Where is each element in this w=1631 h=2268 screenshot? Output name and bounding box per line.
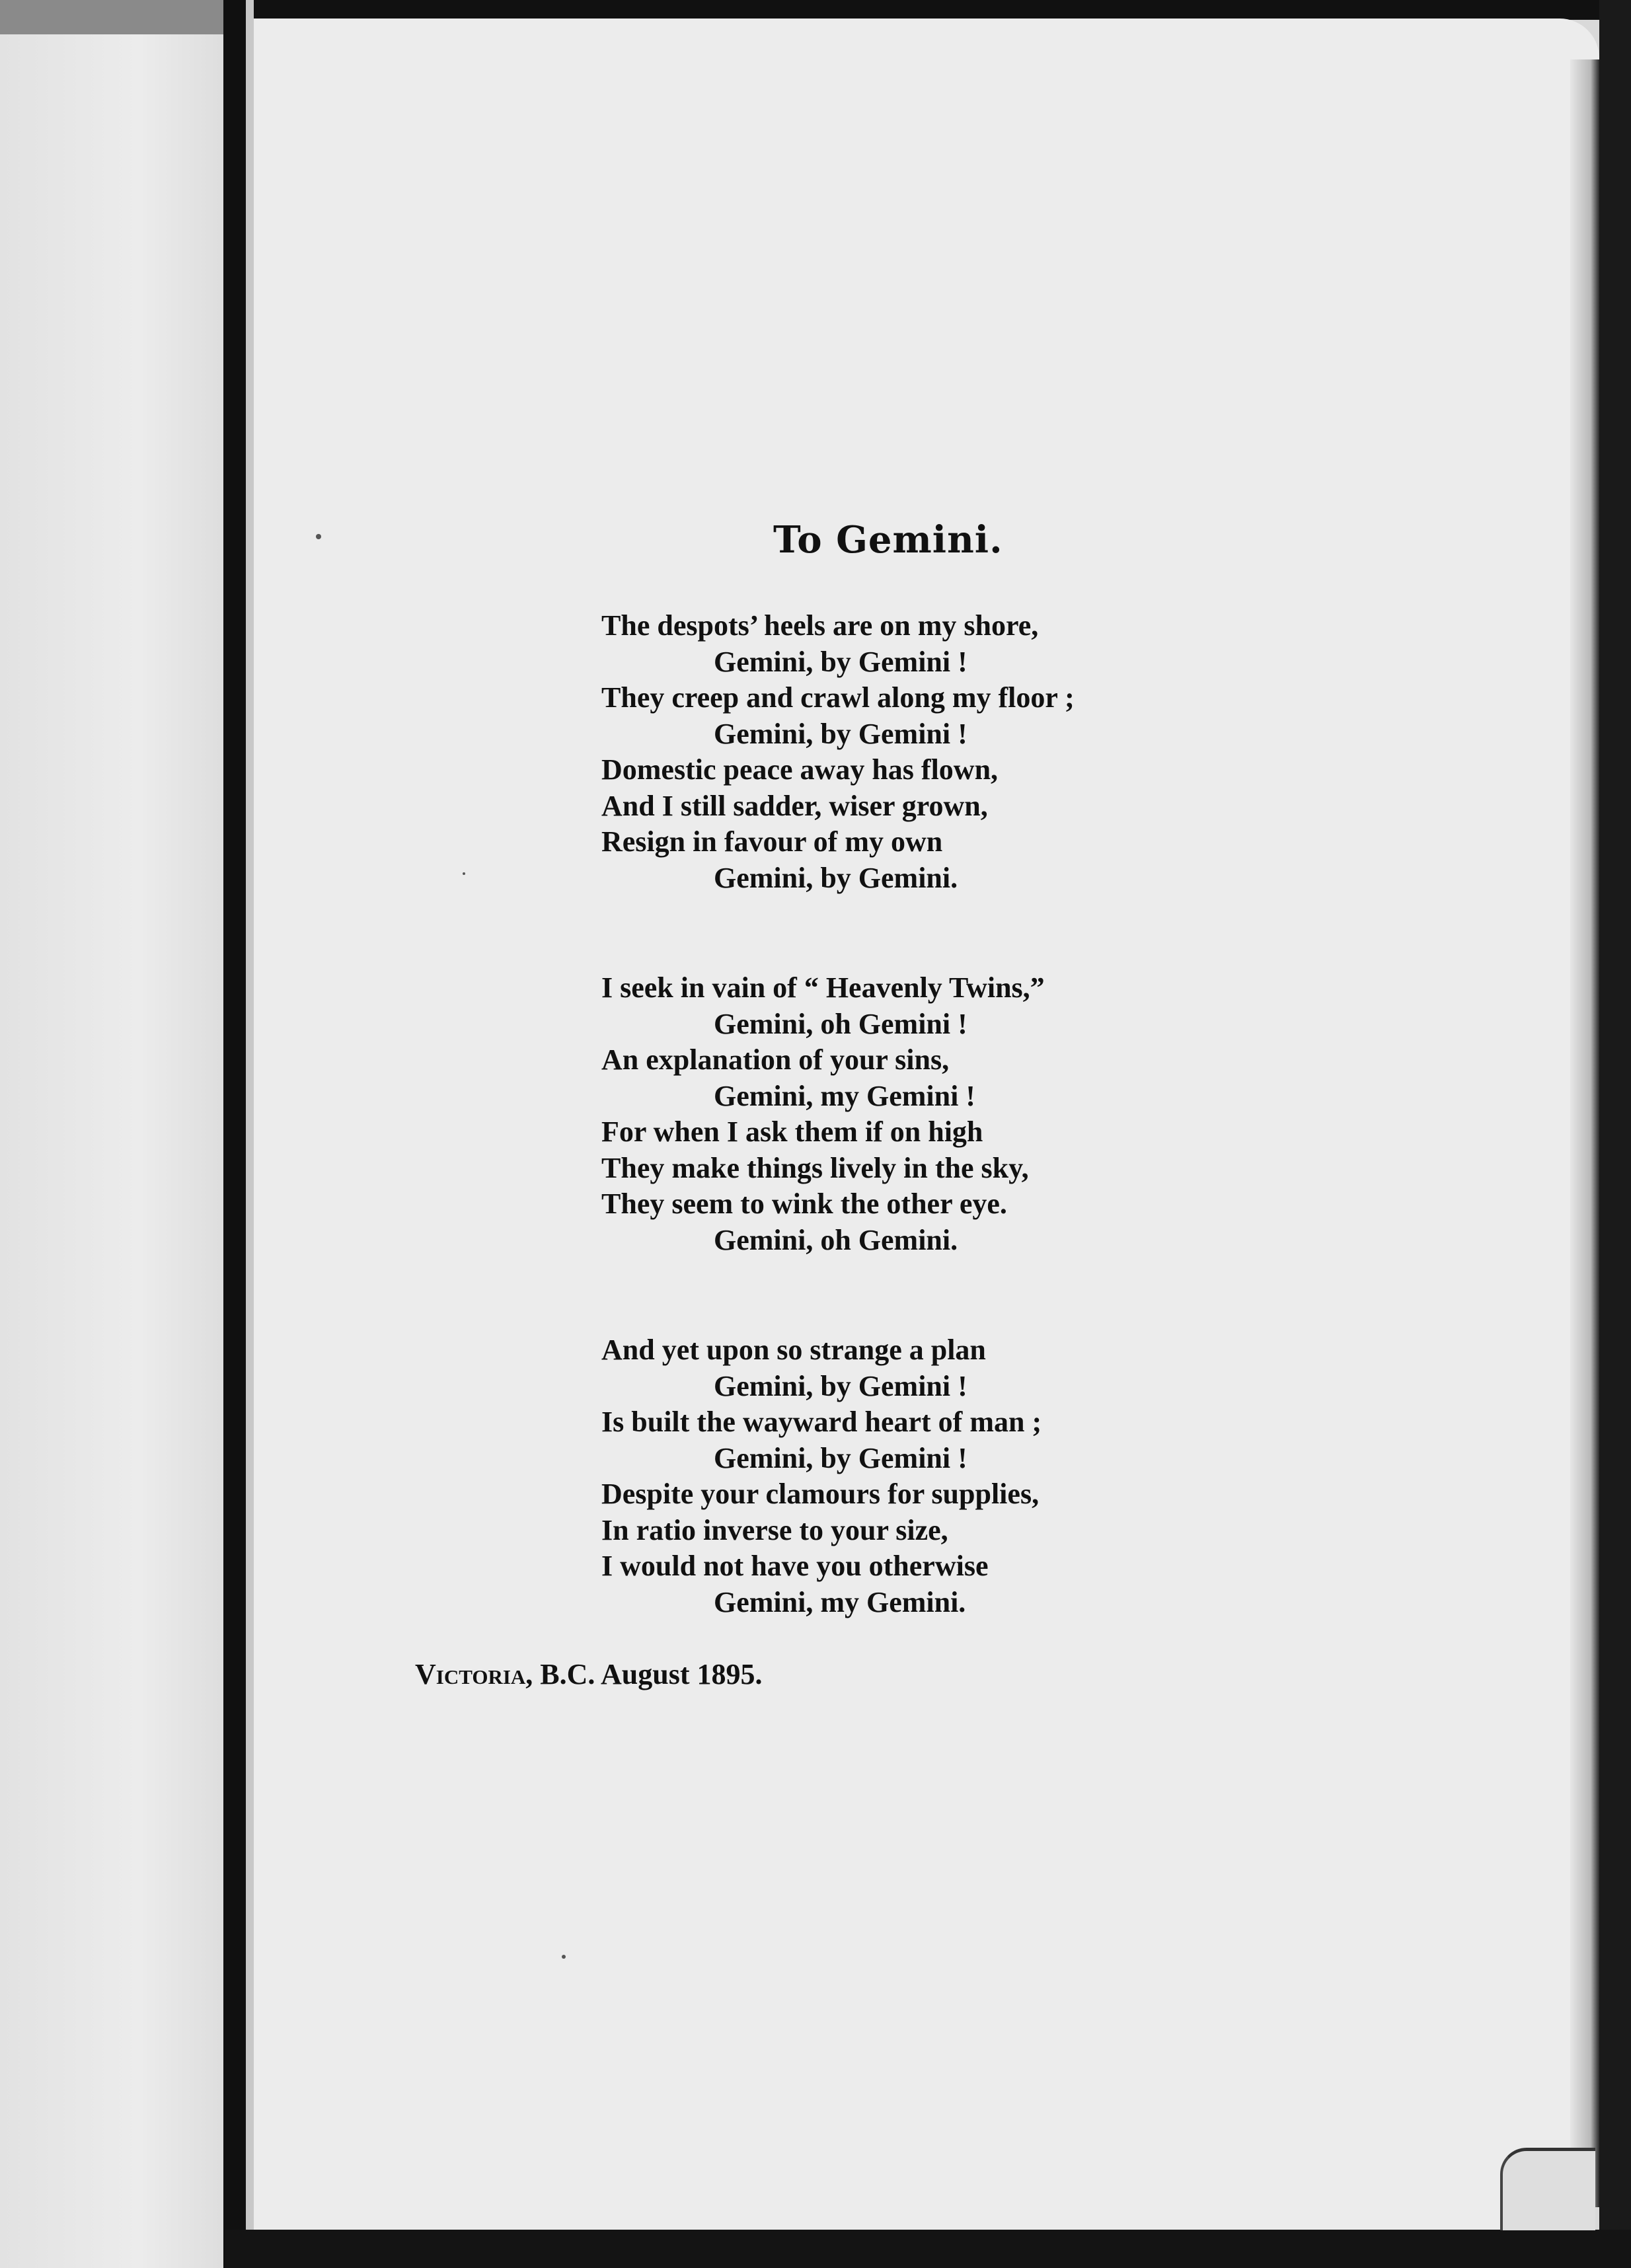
signoff <box>415 1657 762 1691</box>
poem-line: Is built the wayward heart of man ; <box>601 1406 1042 1438</box>
poem-line: Domestic peace away has flown, <box>601 753 999 786</box>
stanza <box>601 970 1513 1258</box>
refrain-line: Gemini, oh Gemini. <box>714 1223 958 1256</box>
refrain-line: Gemini, by Gemini ! <box>714 1369 967 1402</box>
right-border-shadow <box>1599 0 1631 2268</box>
facing-page <box>0 0 233 2268</box>
page-edge <box>1570 59 1599 2207</box>
poem-line: I would not have you otherwise <box>601 1550 989 1582</box>
poem-line: They seem to wink the other eye. <box>601 1188 1007 1220</box>
book-spine <box>223 0 246 2268</box>
scan-speck <box>463 872 465 875</box>
poem-line: For when I ask them if on high <box>601 1115 983 1148</box>
poem-line: The despots’ heels are on my shore, <box>601 609 1039 642</box>
poem-line: In ratio inverse to your size, <box>601 1513 948 1546</box>
refrain-line: Gemini, my Gemini ! <box>714 1079 975 1112</box>
poem-line: And yet upon so strange a plan <box>601 1334 986 1366</box>
page-corner-curl <box>1500 2148 1595 2230</box>
poem-line: Despite your clamours for supplies, <box>601 1478 1040 1510</box>
poem-body <box>601 608 1513 1694</box>
poem-title: To Gemini. <box>773 518 1003 562</box>
poem-line: I seek in vain of “ Heavenly Twins,” <box>601 971 1045 1004</box>
refrain-line: Gemini, by Gemini ! <box>714 1441 967 1474</box>
scan-speck <box>562 1955 566 1959</box>
poem-line: They make things lively in the sky, <box>601 1151 1029 1184</box>
bottom-border-shadow <box>225 2230 1631 2268</box>
stanza <box>601 1332 1513 1620</box>
gutter <box>246 0 254 2268</box>
refrain-line: Gemini, my Gemini. <box>714 1585 966 1618</box>
stanza <box>601 608 1513 896</box>
poem-line: Resign in favour of my own <box>601 825 943 858</box>
poem-line: They creep and crawl along my floor ; <box>601 681 1075 714</box>
top-border-shadow <box>254 0 1631 20</box>
signoff-date: , B.C. August 1895. <box>525 1658 763 1690</box>
facing-page-top-edge <box>0 0 233 34</box>
refrain-line: Gemini, oh Gemini ! <box>714 1007 967 1040</box>
poem-line: An explanation of your sins, <box>601 1043 950 1076</box>
poem-line: And I still sadder, wiser grown, <box>601 789 988 822</box>
signoff-place: Victoria <box>415 1658 526 1690</box>
scan-speck <box>316 534 321 539</box>
refrain-line: Gemini, by Gemini ! <box>714 645 967 678</box>
refrain-line: Gemini, by Gemini ! <box>714 717 967 750</box>
refrain-line: Gemini, by Gemini. <box>714 861 958 894</box>
